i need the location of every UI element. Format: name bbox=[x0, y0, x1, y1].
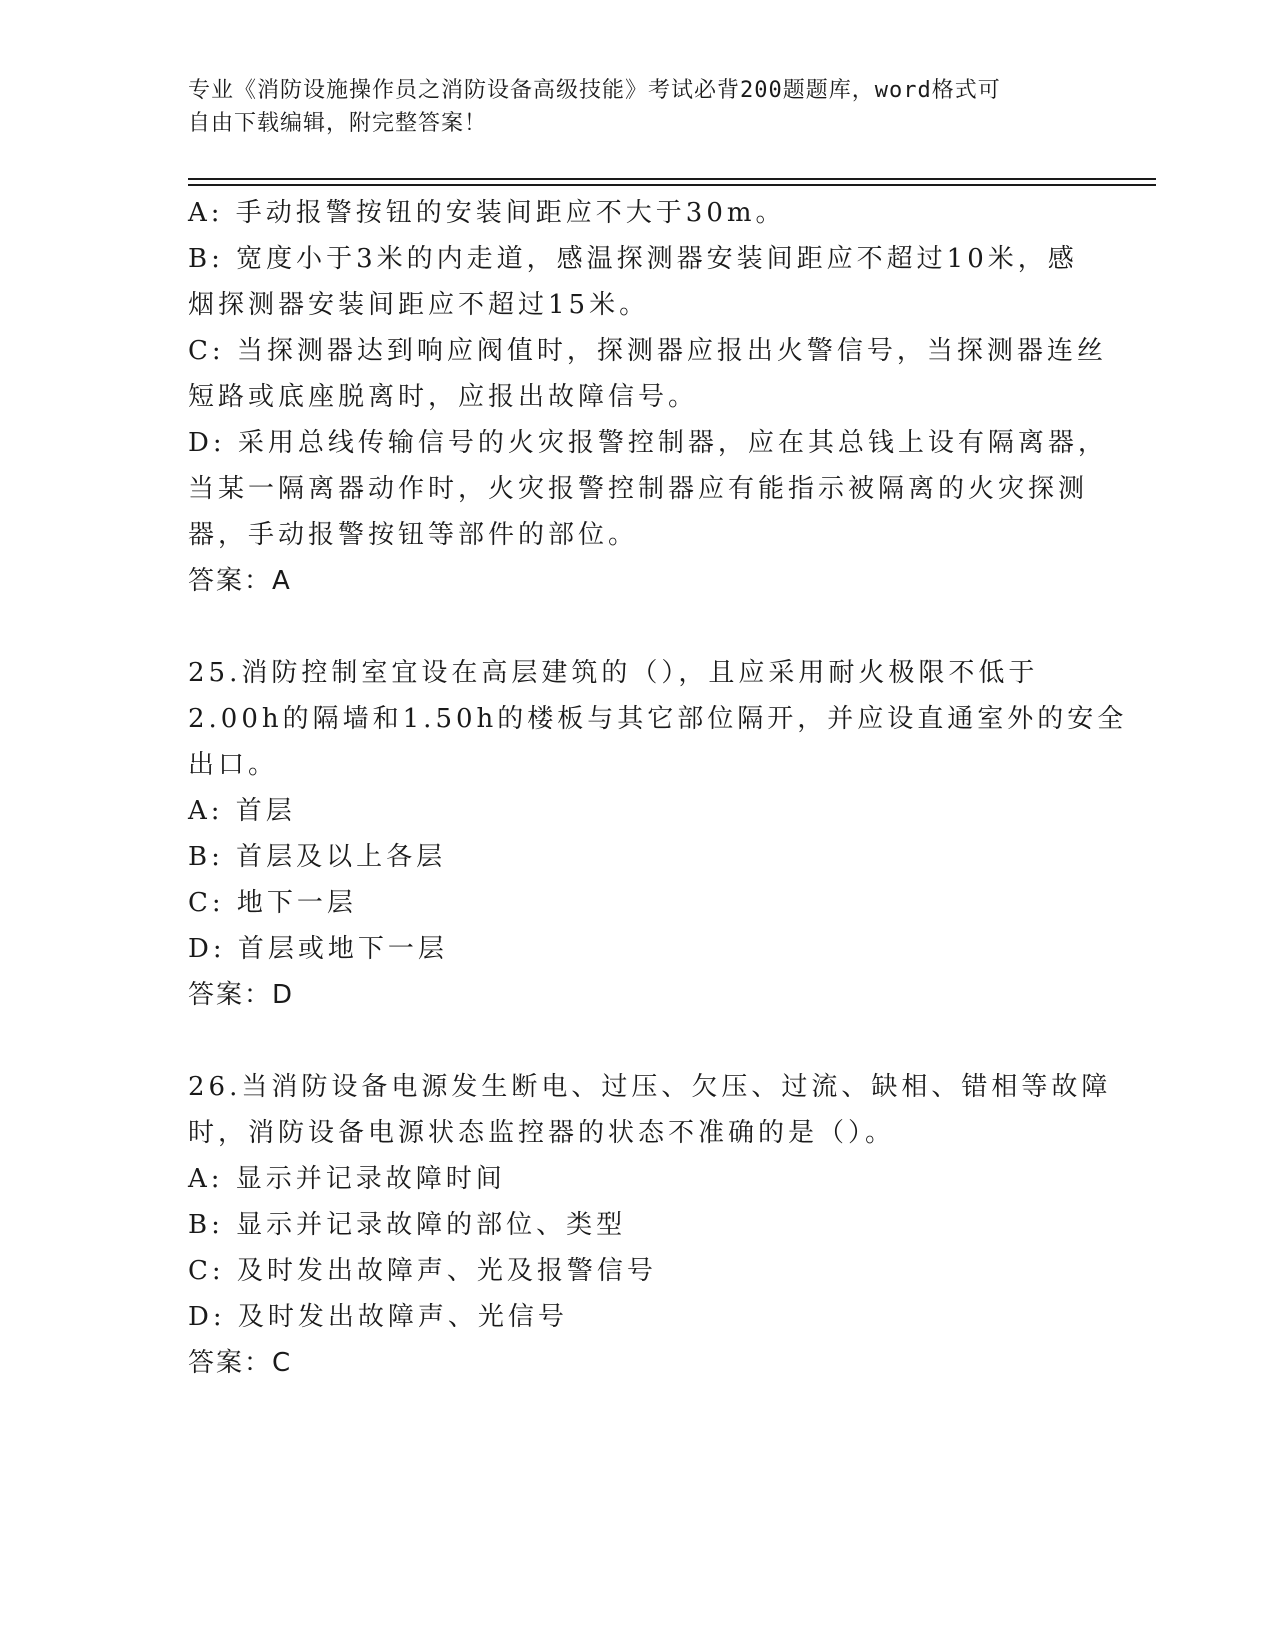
option-a: A: 首层 bbox=[188, 796, 296, 826]
question-stem-continued: 2.00h的隔墙和1.50h的楼板与其它部位隔开，并应设直通室外的安全 bbox=[188, 704, 1128, 734]
option-d: D: 采用总线传输信号的火灾报警控制器，应在其总钱上设有隔离器， bbox=[188, 428, 1108, 458]
option-d: D: 及时发出故障声、光信号 bbox=[188, 1302, 568, 1332]
header-line-2: 自由下载编辑，附完整答案！ bbox=[188, 111, 488, 136]
option-a: A: 手动报警按钮的安装间距应不大于30m。 bbox=[188, 198, 786, 228]
option-a: A: 显示并记录故障时间 bbox=[188, 1164, 506, 1194]
question-stem: 25.消防控制室宜设在高层建筑的（），且应采用耐火极限不低于 bbox=[188, 658, 1039, 688]
header-divider-bottom bbox=[188, 184, 1156, 186]
option-d: D: 首层或地下一层 bbox=[188, 934, 448, 964]
question-content bbox=[188, 190, 1128, 1386]
question-stem: 26.当消防设备电源发生断电、过压、欠压、过流、缺相、错相等故障 bbox=[188, 1072, 1112, 1102]
document-header bbox=[188, 74, 1068, 140]
spacer bbox=[188, 1018, 1088, 1064]
question-stem-continued: 出口。 bbox=[188, 750, 279, 780]
answer-line: 答案：C bbox=[188, 1348, 293, 1378]
option-b: B: 首层及以上各层 bbox=[188, 842, 447, 872]
prev-question-block bbox=[188, 190, 1108, 604]
answer-line: 答案：A bbox=[188, 566, 292, 596]
option-c: C: 及时发出故障声、光及报警信号 bbox=[188, 1256, 657, 1286]
option-c: C: 当探测器达到响应阀值时，探测器应报出火警信号，当探测器连丝 bbox=[188, 336, 1107, 366]
header-line-1: 专业《消防设施操作员之消防设备高级技能》考试必背200题题库，word格式可 bbox=[188, 78, 1001, 103]
question-26-block bbox=[188, 1064, 1112, 1386]
option-d-continued: 器，手动报警按钮等部件的部位。 bbox=[188, 520, 639, 550]
spacer bbox=[188, 604, 1088, 650]
question-25-block bbox=[188, 650, 1128, 1018]
option-c: C: 地下一层 bbox=[188, 888, 357, 918]
option-b-continued: 烟探测器安装间距应不超过15米。 bbox=[188, 290, 650, 320]
option-b: B: 显示并记录故障的部位、类型 bbox=[188, 1210, 627, 1240]
header-divider-top bbox=[188, 178, 1156, 180]
question-stem-continued: 时，消防设备电源状态监控器的状态不准确的是（）。 bbox=[188, 1118, 896, 1148]
option-d-continued: 当某一隔离器动作时，火灾报警控制器应有能指示被隔离的火灾探测 bbox=[188, 474, 1089, 504]
option-c-continued: 短路或底座脱离时，应报出故障信号。 bbox=[188, 382, 699, 412]
answer-line: 答案：D bbox=[188, 980, 295, 1010]
option-b: B: 宽度小于3米的内走道，感温探测器安装间距应不超过10米，感 bbox=[188, 244, 1078, 274]
